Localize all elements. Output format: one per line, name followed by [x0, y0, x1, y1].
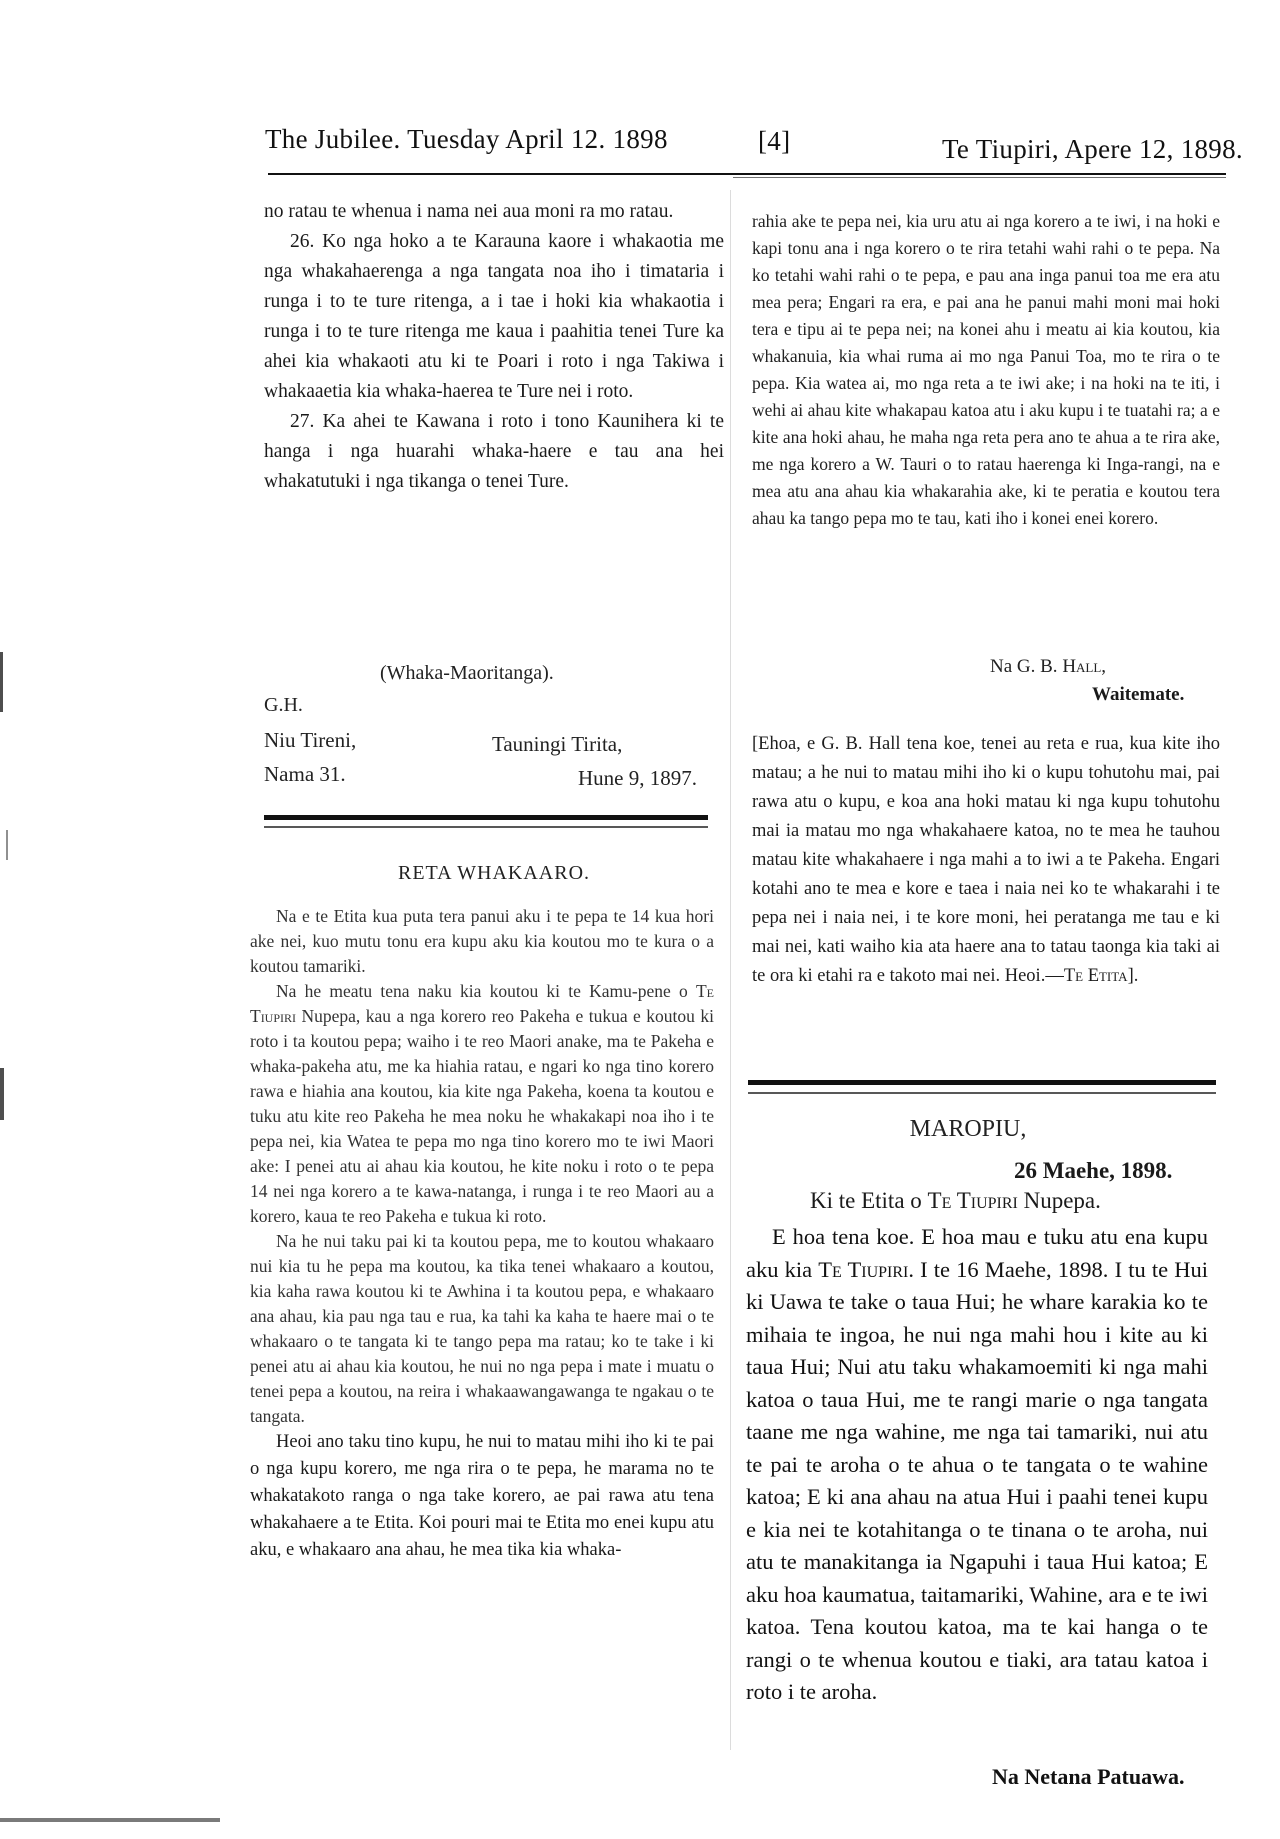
translation-note: (Whaka-Maoritanga).	[380, 662, 554, 684]
column-divider	[730, 190, 731, 1750]
maropiu-title: MAROPIU,	[909, 1116, 1027, 1142]
page-number: [4]	[758, 126, 791, 156]
header-rule-thin	[733, 177, 1226, 178]
maropiu-body-b: I te 16 Maehe, 1898. I tu te Hui ki Uawa te take o taua Hui; he whare karakia ko te mihaia te ingoa, he nui nga mahi hou i kite au ki taua Hui; Nui atu taku whakamoemiti ki nga mahi katoa o taua Hui, me te rangi marie o nga tangata taane me nga wahine, me nga tai tamariki, nui atu te pai te aroha o te ahua o te tangata o te wahine katoa; E ki ana ahau na atua Hui i paahi tenei kupu e kia nei te kotahitanga o te tinana o te aroha, nui atu te manakitanga ia Ngapuhi i taua Hui katoa; E aku hoa kaumatua, taitamariki, Wahine, ara e te iwi katoa. Tena koutou katoa, ma te kai hanga o te rangi o te whenua koutou e tiaki, ara tatau katoa i roto i te aroha.	[746, 1256, 1208, 1704]
maropiu-addressee	[810, 1188, 1101, 1214]
addressee-suffix: Nupepa.	[1017, 1188, 1101, 1213]
reta-whakaaro-body	[250, 904, 714, 1564]
header-date-left: The Jubilee. Tuesday April 12. 1898	[265, 124, 668, 154]
reta-paragraph-1: Na e te Etita kua puta tera panui aku i te pepa te 14 kua hori ake nei, kuo mutu tonu era kupu aku kia koutou mo te kura o a koutou tamariki.	[250, 906, 714, 976]
place-right: Tauningi Tirita,	[492, 732, 623, 756]
right-section-rule-heavy	[748, 1080, 1216, 1085]
reply-signature: Te Etita	[1063, 966, 1128, 986]
letter-continuation-text: rahia ake te pepa nei, kia uru atu ai nga korero a te iwi, i na hoki e kapi tonu ana i nga korero o te rira tetahi wahi rahi o te pepa. Na ko tetahi wahi rahi o te pepa, e pau ana inga panui toa me era atu mea pera; Engari ra era, e pai ana he panui mahi moni mai hoki tera e tipu ai te pepa nei; na konei ahu i meatu ai kia koutou, kia whakanuia, kia whai ruma ai mo nga Panui Toa, mo te rira o te pepa. Kia watea ai, mo nga reta a te iwi ake; i na hoki na te iti, i wehi ai ahau kite whakapau katoa atu i aku kupu i te tuatahi ra; a e kite ana hoki ahau, he maha nga reta pera ano te ahua a te rira ake, me nga korero a W. Tauri o to ratau haerenga ki Inga-rangi, na e mea atu ana ahau kia whakarahia ake, ki te peratia e koutou tera ahau ka tango pepa mo te tau, kati iho i konei enei korero.	[752, 211, 1220, 528]
reply-close: ].	[1127, 966, 1139, 986]
scan-edge-mark-2	[0, 1068, 4, 1120]
addressee-prefix: Ki te Etita o	[810, 1188, 928, 1213]
right-section-rule-thin	[748, 1092, 1216, 1094]
reta-paragraph-2	[250, 979, 714, 1229]
editor-reply-text	[752, 730, 1220, 991]
section-rule-heavy	[264, 815, 708, 820]
reply-body: [Ehoa, e G. B. Hall tena koe, tenei au reta e rua, kua kite iho matau; a he nui to matau mihi iho ki o kupu tohutohu mai, pai rawa atu o kupu, e koa ana hoki matau ki nga kupu tohutohu mai ia matau mo nga whakahaere katoa, no te mea he tauhou matau kite whakahaere i nga mahi a to iwi a te Pakeha. Engari kotahi ano te mea e kore e taea i naia nei ko te whakarahi i te pepa nei i naia nei, i te kore moni, hei peratanga me tau e ki mai nei, kati waiho kia ata haere ana to tatau taonga kia taki ai te ora ki etahi ra e takoto mai nei. Heoi.—	[752, 734, 1220, 986]
header-rule	[268, 173, 1226, 175]
scan-edge-mark-1	[0, 652, 3, 712]
paper-name: Te Tiupiri	[250, 981, 714, 1026]
header-date-right: Te Tiupiri, Apere 12, 1898.	[942, 134, 1243, 164]
maropiu-body	[746, 1221, 1208, 1709]
letter-signer	[990, 656, 1106, 678]
law-text	[264, 197, 724, 497]
signer-place: Waitemate.	[1092, 684, 1185, 705]
date-right: Hune 9, 1897.	[578, 766, 697, 790]
signer-name: Hall,	[1062, 656, 1107, 677]
signer-prefix: Na G. B.	[990, 656, 1063, 677]
clause-26: 26. Ko nga hoko a te Karauna kaore i whakaotia me nga whakahaerenga a nga tangata noa iho i timataria i runga i to te ture ritenga, a i tae i hoki kia whakaotia i runga i to te ture ritenga me kaua i paahitia tenei Ture ka ahei kia whakaoti atu ki te Poari i roto i nga Takiwa i whakaaetia kia whaka-haerea te Ture nei i roto.	[264, 231, 724, 402]
section-rule-thin	[264, 826, 708, 828]
reta-paragraph-4: Heoi ano taku tino kupu, he nui to matau mihi iho ki te pai o nga kupu korero, me nga rira o te pepa, he marama no te whakatakoto ranga o nga take korero, ae pai rawa atu tena whakahaere a te Etita. Koi pouri mai te Etita mo enei kupu atu aku, e whakaaro ana ahau, he mea tika kia whaka-	[250, 1432, 714, 1560]
letter-continuation	[752, 208, 1220, 532]
law-continuation: no ratau te whenua i nama nei aua moni ra mo ratau.	[264, 201, 674, 222]
reta-whakaaro-title: RETA WHAKAARO.	[397, 862, 591, 884]
addressee-paper: Te Tiupiri	[927, 1188, 1018, 1213]
reta-p2-after: Nupepa, kau a nga korero reo Pakeha e tukua e koutou ki roto i ta koutou pepa; waiho i te reo Maori anake, ma te Pakeha e whaka-pakeha atu, me ka hiahia ratau, e ngari ko nga tino korero rawa e hiahia ana koutou, kia kite nga Pakeha, koena ta koutou e tuku atu kite reo Pakeha he mea noku he whakakapi noa iho i te pepa nei, kia Watea te pepa mo nga tino korero mo te iwi Maori ake: I penei atu ai ahau kia koutou, he kite noku i roto o te pepa 14 nei nga korero a te kawa-natanga, i runga i te reo Maori au a korero, kaua te reo Pakeha e tukua ki roto.	[250, 1006, 714, 1226]
scan-edge-mark-3	[6, 830, 8, 860]
signature-initials: G.H.	[264, 694, 303, 716]
reta-paragraph-3: Na he nui taku pai ki ta koutou pepa, me to koutou whakaaro nui kia tu he pepa ma koutou, ka tika tenei whakaaro a koutou, kia kaha rawa koutou ki te Awhina i ta koutou pepa, e whakaaro ana ahau, kia pau nga tau e rua, ka tahi ka kaha te haere mai o te whakaaro o te tangata ki te tango pepa ma ratau; ko te take i ki penei atu ai ahau kia koutou, he nui no nga pepa i mate i muatu o tenei pepa a koutou, na reira i whakaawangawanga te ngakau o te tangata.	[250, 1231, 714, 1426]
number-line: Nama 31.	[264, 762, 346, 786]
scan-bottom-mark	[0, 1818, 220, 1822]
place-line: Niu Tireni,	[264, 728, 357, 752]
maropiu-date: 26 Maehe, 1898.	[1014, 1158, 1173, 1183]
maropiu-paper: Te Tiupiri.	[818, 1256, 914, 1282]
editor-reply	[752, 730, 1220, 991]
maropiu-body-a: E hoa tena koe. E hoa mau e tuku atu ena kupu aku kia	[746, 1224, 1208, 1282]
maropiu-text	[746, 1221, 1208, 1709]
clause-27: 27. Ka ahei te Kawana i roto i tono Kaunihera ki te hanga i nga huarahi whaka-haere e tau ana hei whakatutuki i nga tikanga o tenei Ture.	[264, 411, 724, 492]
maropiu-signature: Na Netana Patuawa.	[992, 1764, 1185, 1789]
reta-p2-before: Na he meatu tena naku kia koutou ki te Kamu-pene o	[276, 981, 696, 1001]
